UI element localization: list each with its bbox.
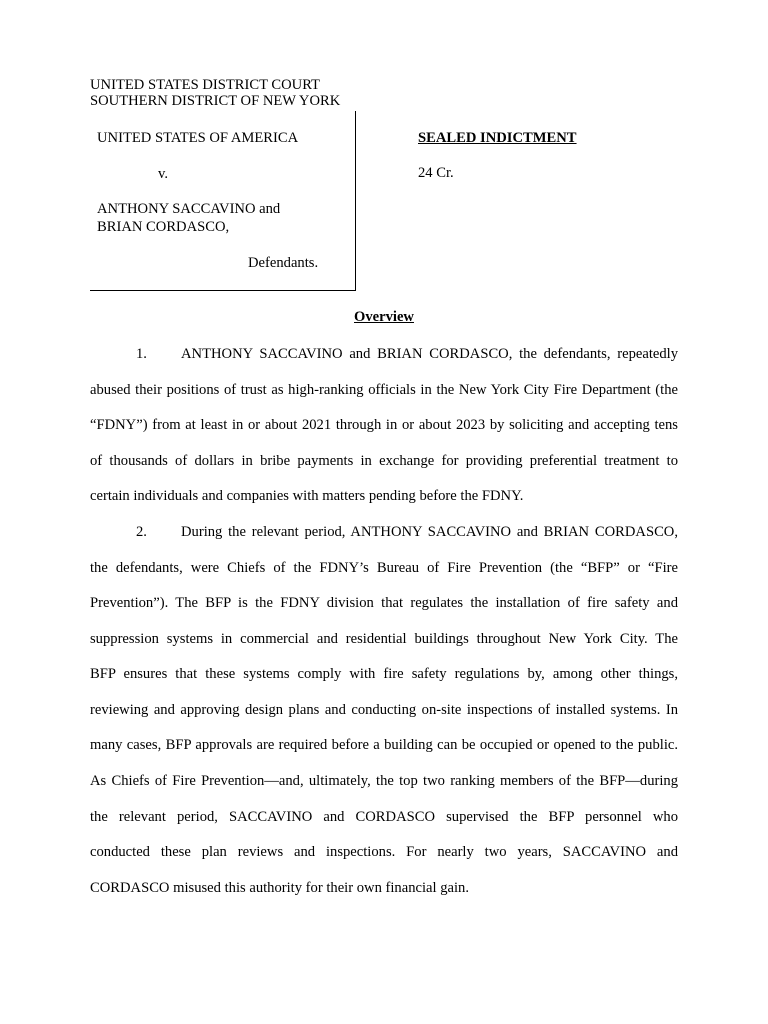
paragraph-2-line: BFP ensures that these systems comply with fire safety regulations by, among other things, xyxy=(90,666,678,682)
paragraph-2-line: suppression systems in commercial and residential buildings throughout New York City. The xyxy=(90,631,678,647)
caption-defendant-line2: BRIAN CORDASCO, xyxy=(97,219,230,235)
court-name-line1: UNITED STATES DISTRICT COURT xyxy=(90,77,320,93)
paragraph-1-line: ANTHONY SACCAVINO and BRIAN CORDASCO, the defendants, repeatedly xyxy=(181,346,678,362)
paragraph-1-line: of thousands of dollars in bribe payments in exchange for providing preferential treatment to xyxy=(90,453,678,469)
court-heading xyxy=(90,77,340,109)
paragraph-2-line: conducted these plan reviews and inspections. For nearly two years, SACCAVINO and xyxy=(90,844,678,860)
paragraph-2-line: As Chiefs of Fire Prevention—and, ultimately, the top two ranking members of the BFP—during xyxy=(90,773,678,789)
paragraph-1-number: 1. xyxy=(136,346,147,362)
paragraph-2-line: many cases, BFP approvals are required before a building can be occupied or opened to the public. xyxy=(90,737,678,753)
paragraph-2-line: the defendants, were Chiefs of the FDNY’s Bureau of Fire Prevention (the “BFP” or “Fire xyxy=(90,560,678,576)
paragraph-2-line: During the relevant period, ANTHONY SACCAVINO and BRIAN CORDASCO, xyxy=(181,524,678,540)
paragraph-1-line: certain individuals and companies with matters pending before the FDNY. xyxy=(90,488,524,504)
paragraph-2-line: Prevention”). The BFP is the FDNY division that regulates the installation of fire safety and xyxy=(90,595,678,611)
paragraph-2-line: the relevant period, SACCAVINO and CORDASCO supervised the BFP personnel who xyxy=(90,809,678,825)
caption-versus: v. xyxy=(158,166,168,182)
paragraph-2-number: 2. xyxy=(136,524,147,540)
caption-defendants-label: Defendants. xyxy=(248,255,319,271)
caption-plaintiff: UNITED STATES OF AMERICA xyxy=(97,130,299,146)
paragraph-2-line: CORDASCO misused this authority for their own financial gain. xyxy=(90,880,469,896)
court-name-line2: SOUTHERN DISTRICT OF NEW YORK xyxy=(90,93,341,109)
paragraph-1-line: abused their positions of trust as high-ranking officials in the New York City Fire Department (the xyxy=(90,382,678,398)
paragraph-1-line: “FDNY”) from at least in or about 2021 through in or about 2023 by soliciting and accepting tens xyxy=(90,417,678,433)
document-title: SEALED INDICTMENT xyxy=(418,130,577,146)
case-caption-box xyxy=(90,111,356,291)
caption-defendant-line1: ANTHONY SACCAVINO and xyxy=(97,201,281,217)
section-heading: Overview xyxy=(354,309,414,325)
paragraph-2-line: reviewing and approving design plans and conducting on-site inspections of installed systems. In xyxy=(90,702,678,718)
case-number: 24 Cr. xyxy=(418,165,454,181)
